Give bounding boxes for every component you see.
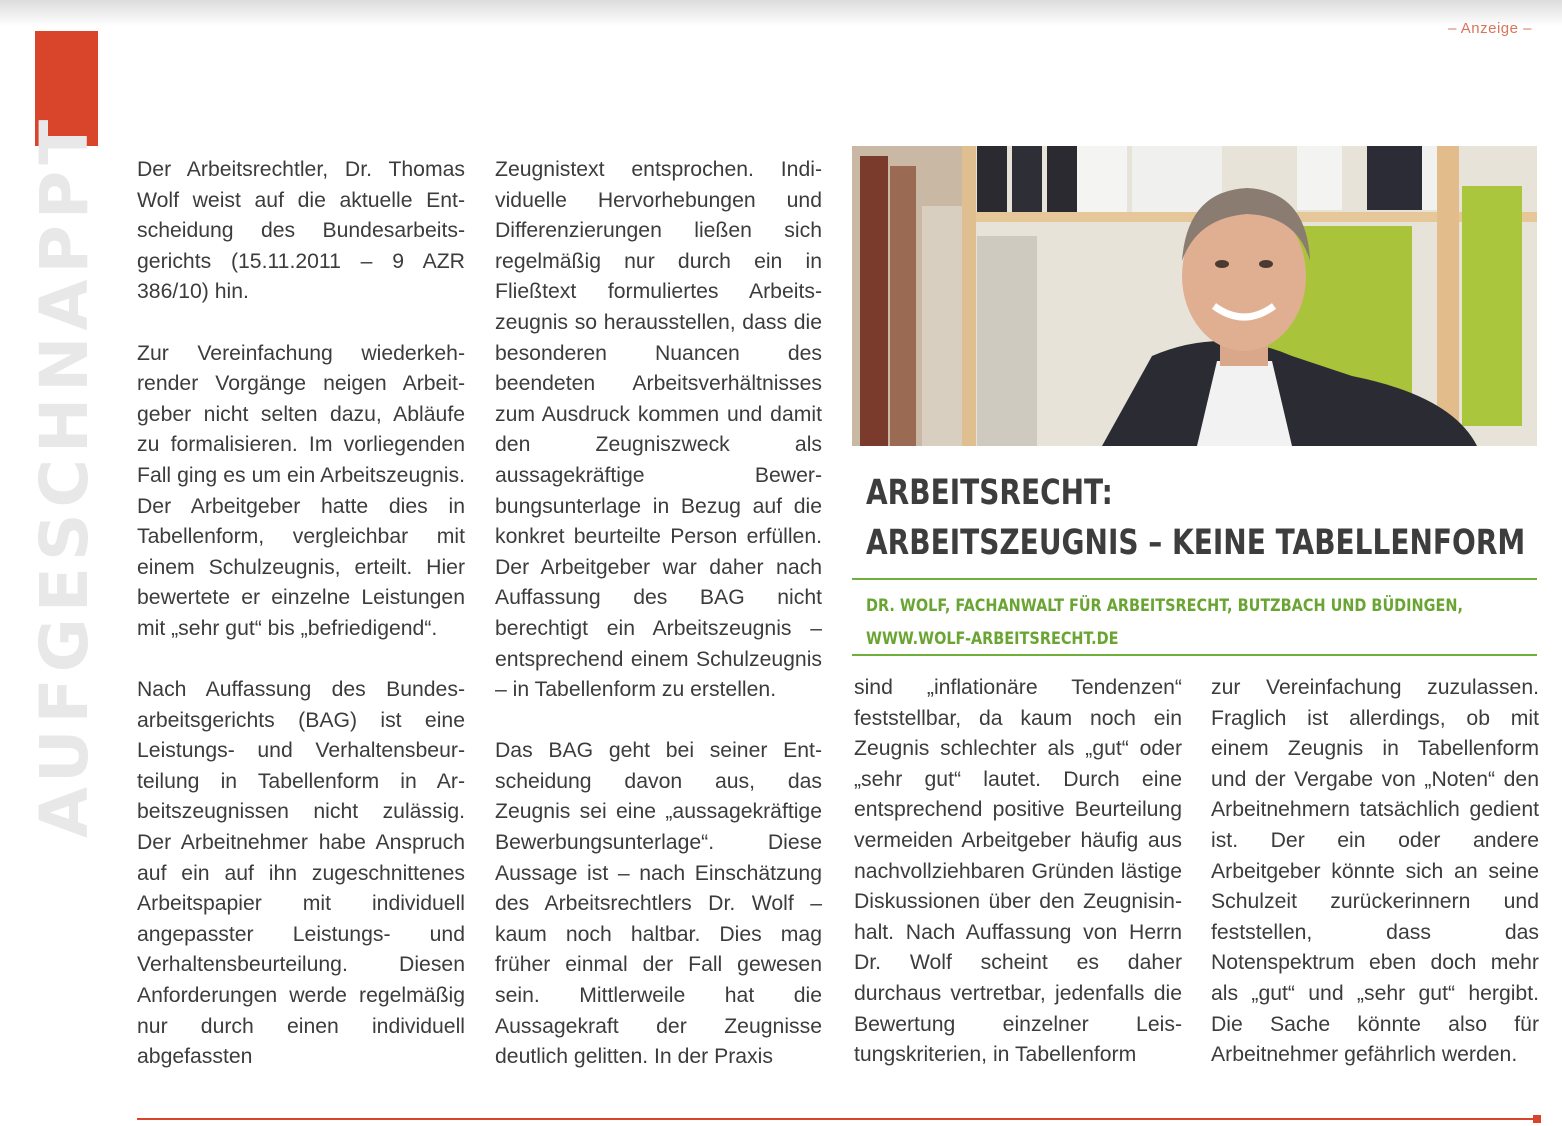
article-column-1 xyxy=(137,155,465,1073)
paragraph: Nach Auffassung des Bundesarbeitsgerichts (BAG) ist eine Leistungs- und Verhaltensbeurteilung in Tabellenform in Arbeitszeugnissen nicht zulässig. Der Arbeitnehmer habe Anspruch auf ein auf ihn zugeschnittenes Arbeitspapier mit individuell angepasster Leistungs- und Verhaltensbeurteilung. Diesen Anforderungen werde regelmäßig nur durch einen individuell abgefassten xyxy=(137,678,465,1069)
headline-line-1: ARBEITSRECHT: xyxy=(866,473,1113,513)
article-headline xyxy=(866,468,1526,568)
section-title-vertical: AUFGESCHNAPPT xyxy=(26,113,103,838)
paragraph: sind „inflationäre Tendenzen“ feststellbar, da kaum noch ein Zeugnis schlechter als „gut“ oder „sehr gut“ lautet. Durch eine entsprechend positive Beurteilung vermeiden Arbeitgeber häufig aus nachvollziehbaren Gründen lästige Diskussionen über den Zeugnisinhalt. Nach Auffassung von Herrn Dr. Wolf scheint es daher durchaus vertretbar, jedenfalls die Bewertung einzelner Leistungskriterien, in Tabellenform xyxy=(854,676,1182,1067)
portrait-illustration xyxy=(852,146,1537,446)
article-byline xyxy=(866,590,1546,656)
article-column-2 xyxy=(495,155,822,1073)
advertisement-label: – Anzeige – xyxy=(1448,20,1532,37)
article-column-4 xyxy=(1211,673,1539,1071)
page-bottom-rule xyxy=(137,1118,1537,1120)
paragraph: Zeugnistext entsprochen. Individuelle Hervorhebungen und Differenzierungen ließen sich regelmäßig nur durch ein in Fließtext formuliertes Arbeitszeugnis so herausstellen, dass die besonderen Nuancen des beendeten Arbeitsverhältnisses zum Ausdruck kommen und damit den Zeugniszweck als aussagekräftige Bewerbungsunterlage in Bezug auf die konkret beurteilte Person erfüllen. Der Arbeitgeber war daher nach Auffassung des BAG nicht berechtigt ein Arbeitszeugnis – entsprechend einem Schulzeugnis – in Tabellenform zu erstellen. xyxy=(495,158,822,702)
byline-top-rule xyxy=(852,578,1537,580)
paragraph: Der Arbeitsrechtler, Dr. Thomas Wolf weist auf die aktuelle Entscheidung des Bundesarbeitsgerichts (15.11.2011 – 9 AZR 386/10) hin. xyxy=(137,158,465,304)
byline-author: DR. WOLF, FACHANWALT FÜR ARBEITSRECHT, BUTZBACH UND BÜDINGEN, xyxy=(866,596,1463,616)
page-end-marker xyxy=(1533,1115,1541,1123)
headline-line-2: ARBEITSZEUGNIS – KEINE TABELLENFORM xyxy=(866,523,1526,563)
article-column-3 xyxy=(854,673,1182,1071)
paragraph: Zur Vereinfachung wiederkehrender Vorgänge neigen Arbeitgeber nicht selten dazu, Abläufe zu formalisieren. Im vorliegenden Fall ging es um ein Arbeitszeugnis. Der Arbeitgeber hatte dies in Tabellenform, vergleichbar mit einem Schulzeugnis, erteilt. Hier bewertete er einzelne Leistungen mit „sehr gut“ bis „befriedigend“. xyxy=(137,341,465,640)
author-portrait-photo xyxy=(852,146,1537,446)
paragraph: zur Vereinfachung zuzulassen. Fraglich ist allerdings, ob mit einem Zeugnis in Tabellenform und der Vergabe von „Noten“ den Arbeitnehmern tatsächlich gedient ist. Der ein oder andere Arbeitgeber könnte sich an seine Schulzeit zurückerinnern und feststellen, dass das Notenspektrum eben doch mehr als „gut“ und „sehr gut“ hergibt. Die Sache könnte also für Arbeitnehmer gefährlich werden. xyxy=(1211,676,1539,1067)
byline-bottom-rule xyxy=(852,654,1537,656)
page-top-shadow xyxy=(0,0,1562,26)
byline-website: WWW.WOLF-ARBEITSRECHT.DE xyxy=(866,629,1119,649)
paragraph: Das BAG geht bei seiner Entscheidung davon aus, das Zeugnis sei eine „aussagekräftige Bewerbungsunterlage“. Diese Aussage ist – nach Einschätzung des Arbeitsrechtlers Dr. Wolf – kaum noch haltbar. Dies mag früher einmal der Fall gewesen sein. Mittlerweile hat die Aussagekraft der Zeugnisse deutlich gelitten. In der Praxis xyxy=(495,739,822,1069)
